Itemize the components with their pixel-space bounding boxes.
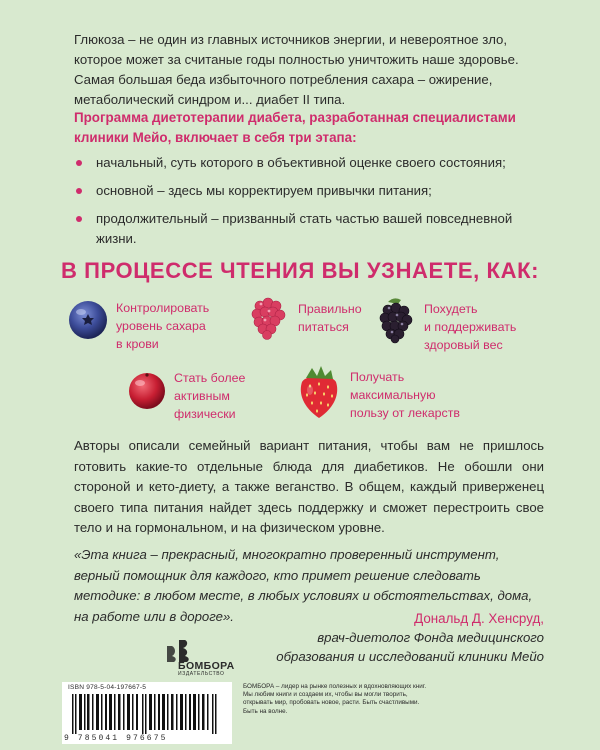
barcode (62, 682, 232, 744)
publisher-name: БОМБОРА (178, 660, 235, 672)
blueberry-icon (66, 298, 110, 342)
cranberry-icon (126, 370, 168, 412)
learn-item-text: Получать максимальную пользу от лекарств (350, 370, 460, 420)
publisher-subtitle: ИЗДАТЕЛЬСТВО (178, 671, 225, 677)
authors-paragraph: Авторы описали семейный вариант питания, чтобы вам не пришлось готовить какие-то отдельные блюда для диабетиков. Не обошли они стороной и кето-диету, а также веганство. В общем, каждый приверженец своего типа питания найдет здесь поддержку и сможет перестроить свое тело и на гормональном, и на физическом уровне. (74, 438, 544, 535)
list-item (74, 181, 544, 201)
strawberry-icon (294, 362, 344, 420)
list-item (74, 153, 544, 173)
intro-paragraph: Глюкоза – не один из главных источников энергии, и невероятное зло, которое может за считаные годы полностью уничтожить наше здоровье. Самая большая беда избыточного потребления сахара – ожирение, метаболический синдром и... диабет II типа. (74, 32, 519, 107)
isbn-text: ISBN 978-5-04-197667-5 (68, 684, 147, 691)
barcode-bars (72, 694, 222, 734)
quote-author-role: врач-диетолог Фонда медицинского образования и исследований клиники Мейо (276, 630, 544, 664)
learn-item-text: Стать более активным физически (174, 371, 246, 421)
review-quote: «Эта книга – прекрасный, многократно проверенный инструмент, верный помощник для каждого, кто примет решение следовать методике: в любом месте, в любых условиях и обстоятельствах, дома, на работе или в дороге». (74, 547, 533, 624)
raspberry-icon (246, 292, 290, 340)
bullet-icon (76, 160, 82, 166)
learn-item-active (126, 366, 286, 426)
learn-item-text: Похудеть и поддерживать здоровый вес (424, 302, 517, 352)
learn-item-blood-sugar (66, 296, 236, 356)
program-title: Программа диетотерапии диабета, разработанная специалистами клиники Мейо, включает в себя три этапа: (74, 110, 516, 145)
learn-item-lose-weight (374, 294, 544, 354)
stage-text: основной – здесь мы корректируем привычки питания; (96, 183, 432, 198)
stage-text: начальный, суть которого в объективной оценке своего состояния; (96, 155, 506, 170)
publisher-blurb: БОМБОРА – лидер на рынке полезных и вдохновляющих книг. Мы любим книги и создаем их, чтобы вы могли творить, открывать мир, пробовать новое, расти. Быть счастливыми. Быть на волне. (243, 683, 427, 715)
bullet-icon (76, 188, 82, 194)
barcode-number: 9 785041 976675 (64, 734, 168, 743)
blackberry-icon (374, 296, 416, 344)
learn-item-text: Правильно питаться (298, 302, 362, 334)
learn-item-text: Контролировать уровень сахара в крови (116, 301, 210, 351)
stages-list (74, 153, 544, 257)
quote-author: Дональд Д. Хенсруд, (414, 611, 544, 626)
stage-text: продолжительный – призванный стать частью вашей повседневной жизни. (96, 211, 513, 246)
learn-heading: В ПРОЦЕССЕ ЧТЕНИЯ ВЫ УЗНАЕТЕ, КАК: (60, 258, 540, 283)
learn-item-medication (294, 362, 504, 424)
bullet-icon (76, 216, 82, 222)
list-item (74, 209, 544, 249)
learn-item-eat-right (246, 292, 376, 344)
